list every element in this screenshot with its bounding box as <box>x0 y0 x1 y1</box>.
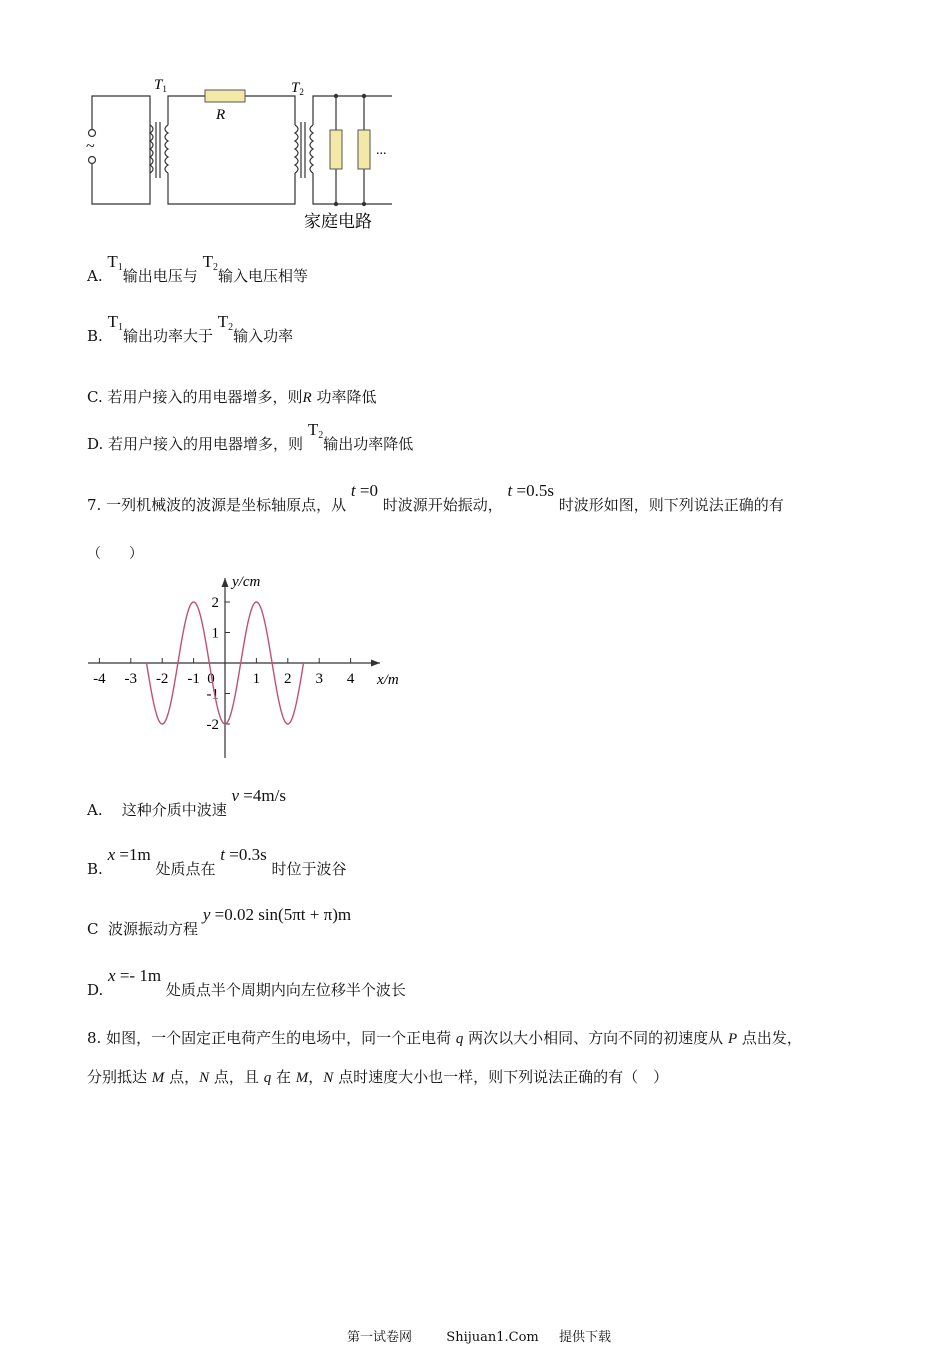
y-tick-label: -2 <box>206 717 219 733</box>
x-tick-label: -3 <box>124 671 138 687</box>
y-axis-label: y/cm <box>232 574 261 590</box>
q6-option-a: A. T1输出电压与 T2输入电压相等 <box>87 252 308 285</box>
q6-option-c: C. 若用户接入的用电器增多，则R 功率降低 <box>87 388 377 406</box>
q6-option-b: B. T1输出功率大于 T2输入功率 <box>87 312 294 345</box>
x-tick-label: -4 <box>93 671 106 687</box>
footer-site-name: 第一试卷网 <box>347 1330 413 1345</box>
household-circuit-label: 家庭电路 <box>304 212 372 231</box>
q7-option-c: C 波源振动方程 y =0.02 sin(5πt + π)m <box>87 905 352 938</box>
q7-option-b: B. x =1m 处质点在 t =0.3s 时位于波谷 <box>87 845 347 878</box>
t1-label: $T_1$ <box>154 77 167 94</box>
resistor-r <box>205 90 245 102</box>
x-tick-label: 4 <box>346 671 355 687</box>
footer-provider-text: 提供下载 <box>559 1330 612 1345</box>
x-axis-arrow <box>371 660 380 667</box>
x-tick-label: -2 <box>155 671 169 687</box>
q7-option-a: A. 这种介质中波速 v =4m/s <box>87 786 286 819</box>
source-symbol: ~ <box>86 138 95 155</box>
r-label: R <box>216 107 226 123</box>
q8-stem-line2: 分别抵达 M 点，N 点，且 q 在 M，N 点时速度大小也一样，则下列说法正确的有（ ） <box>87 1068 669 1086</box>
y-axis-arrow <box>222 578 229 587</box>
y-tick-label: 2 <box>211 595 219 611</box>
x-tick-label: 1 <box>252 671 261 687</box>
footer-site-url[interactable]: Shijuan1.Com <box>446 1330 539 1345</box>
load-resistor-2 <box>358 130 370 169</box>
chart-axes <box>88 578 380 758</box>
q8-stem-line1: 8. 如图，一个固定正电荷产生的电场中，同一个正电荷 q 两次以大小相同、方向不同的初速度从 P 点出发， <box>87 1029 802 1047</box>
y-tick-label: 1 <box>211 625 219 642</box>
q7-answer-paren: （ ） <box>87 546 143 562</box>
page-footer <box>347 1326 611 1345</box>
chart-ticks <box>93 595 355 733</box>
t2-label: $T_2$ <box>291 80 304 97</box>
q7-option-d: D. x =- 1m 处质点半个周期内向左位移半个波长 <box>87 966 406 999</box>
x-tick-label: -1 <box>187 671 200 687</box>
x-tick-label: 2 <box>284 671 292 687</box>
transformer-circuit-diagram <box>80 70 410 240</box>
x-axis-label: x/m <box>377 672 399 688</box>
q7-stem: 7. 一列机械波的波源是坐标轴原点，从 t =0 时波源开始振动， t =0.5s 时波形如图，则下列说法正确的有 <box>87 481 784 514</box>
y-tick-label: -1 <box>206 686 219 703</box>
q6-option-d: D. 若用户接入的用电器增多，则 T2输出功率降低 <box>87 420 414 453</box>
x-tick-label: 3 <box>315 671 323 687</box>
load-resistor-1 <box>330 130 342 169</box>
wave-chart <box>80 568 420 768</box>
x-tick-label: 0 <box>207 671 215 687</box>
ellipsis: ... <box>376 143 387 158</box>
